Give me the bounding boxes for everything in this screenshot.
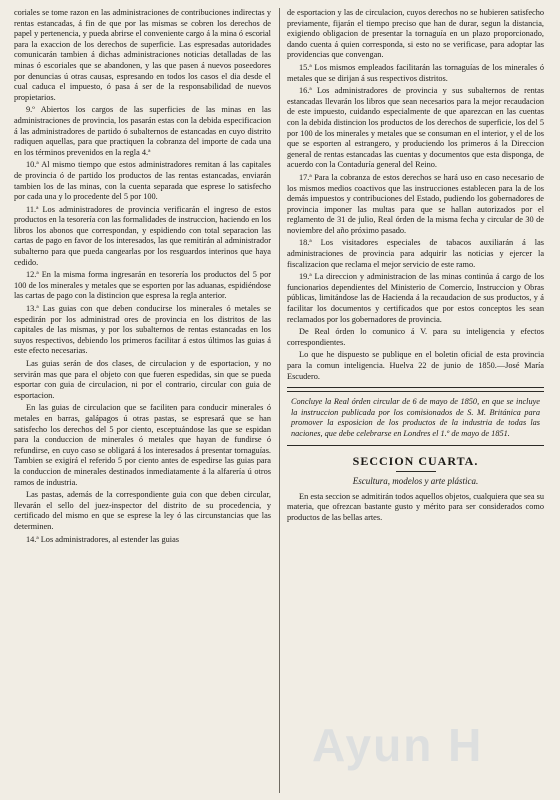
section-subtitle: Escultura, modelos y arte plástica. [352, 475, 479, 486]
paragraph-rule-9: 9.º Abiertos los cargos de las superficies de las minas en las administraciones de provincia, los pasarán estas con la debida especificacion á las administradores de partido ó subalternos de estancadas en cuyo distrito radiquen aquellas, para que practiquen la cobranza del importe de cada una en los términos prevenidos en la regla 4.ª [14, 105, 271, 157]
column-divider [279, 8, 280, 793]
notice-text: Concluye la Real órden circular de 6 de mayo de 1850, en que se incluye la instruccion publicada por los comisionados de S. M. Británica para promover la esposicion de los productos de la industria de todas las naciones, que debe celebrarse en Londres el 1.º de mayo de 1851. [291, 397, 540, 438]
paragraph: En las guias de circulacion que se faciliten para conducir minerales ó metales en barras, galápagos ú otras pastas, se espresará que se han satisfecho los derechos del 5 por ciento, esceptuándose las que se espidan para la conduccion de minerales ó metales que hayan de fundirse ó refundirse, en cuyo caso se obligará á los interesados á presentar tornaguías. Tambien se exigirá el referido 5 por ciento antes de espedirse las guias para la conduccion de minerales destinados inmediatamente á la alfarería ú otros ramos de industria. [14, 403, 271, 487]
paragraph: Las guias serán de dos clases, de circulacion y de esportacion, y no servirán mas que para el objeto con que fueren espedidas, sin que se pueda esportar con guia de circulacion, ni por el contrario, circular con guia de esportacion. [14, 359, 271, 400]
paragraph-rule-18: 18.ª Los visitadores especiales de tabacos auxiliarán á las administraciones de provincia para adquirir las noticias y ejercer la fiscalizacion que reclama el mejor servicio de este ramo. [287, 238, 544, 269]
paragraph-rule-10: 10.ª Al mismo tiempo que estos administradores remitan á las capitales de provincia ó de partido los productos de las rentas estancadas, enviarán tambien los de las minas, con la cuenta separada que esprese lo satisfecho por cada una y lo procedente del 5 por 100. [14, 160, 271, 202]
paragraph-rule-19: 19.ª La direccion y administracion de las minas continúa á cargo de los funcionarios dependientes del Ministerio de Comercio, Instruccion y Obras públicas, limitándose las de Hacienda á la recaudacion de sus productos, y á facilitar los documentos y certificados que por estos conceptos les sean reclamados por los gobernadores de provincia. [287, 272, 544, 324]
paragraph: de esportacion y las de circulacion, cuyos derechos no se hubieren satisfecho previamente, fijarán el tiempo preciso que han de durar, segun la distancia, exigiendo obligacion de presentar la tornaguía en un plazo proporcionado, dando cuenta á quien corresponda, si esto no se verificase, para adoptar las providencias que convengan. [287, 8, 544, 60]
divider [287, 387, 544, 392]
paragraph: Las pastas, además de la correspondiente guia con que deben circular, llevarán el sello del juez-inspector del distrito de su procedencia, y certificado del mismo en que se esprese la ley ó las circunstancias que las determinen. [14, 490, 271, 531]
left-column [14, 8, 271, 800]
section-paragraph: En esta seccion se admitirán todos aquellos objetos, cualquiera que sea su materia, que ofrezcan bastante gusto y mérito para ser considerados como productos de las bellas artes. [287, 491, 544, 522]
paragraph-rule-16: 16.ª Los administradores de provincia y sus subalternos de rentas estancadas llevarán los libros que sean necesarios para la mejor recaudacion de este impuesto, cuidando especialmente de que aparezcan en las cuentas con la debida distincion los productos de los derechos de superficie, los del 5 por 100 de los minerales y metales que se consuman en el interior, y el de los que se esporten al estrangero, y produciendo los primeros á la Direccion general de rentas estancadas las cuentas y documentos que esta disponga, de acuerdo con la Contaduría general del Reino. [287, 86, 544, 170]
paragraph-rule-15: 15.ª Los mismos empleados facilitarán las tornaguías de los minerales ó metales que se dirijan á sus respectivos distritos. [287, 62, 544, 83]
paragraph-rule-12: 12.ª En la misma forma ingresarán en tesorería los productos del 5 por 100 de los minerales y metales que se esporten por las aduanas, espidiéndose las cartas de pago con la distincion que espresa la regla anterior. [14, 270, 271, 301]
paragraph: coriales se tome razon en las administraciones de contribuciones indirectas y rentas estancadas, á fin de que por las mismas se cobren los derechos de papel y pertenencia, y pueda abrirse el conveniente cargo á la mina ó escorial para la exaccion de los derechos de superficie. Las espresadas autoridades comunicarán tambien á dichas administraciones noticias detalladas de las minas ó escoriales que se abandonen, y las que pasen á nuevos poseedores por denuncias ú otras causas, espresando en todos los casos el dia desde el cual caduca el impuesto, ó pasa á ser de la responsabilidad de nuevos propietarios. [14, 8, 271, 102]
paragraph-rule-17: 17.ª Para la cobranza de estos derechos se hará uso en caso necesario de los mismos medios coactivos que las instrucciones establecen para la de los demás impuestos y contribuciones del Estado, pudiendo los gobernadores de provincia imponer las multas para que se hallan autorizados por el reglamento de 31 de julio, Real órden de la misma fecha y circular de 30 de noviembre del año próximo pasado. [287, 172, 544, 235]
divider [287, 445, 544, 446]
divider [396, 471, 436, 472]
two-column-layout [14, 8, 546, 800]
paragraph: De Real órden lo comunico á V. para su inteligencia y efectos correspondientes. [287, 327, 544, 347]
paragraph-rule-13: 13.ª Las guias con que deben conducirse los minerales ó metales se espedirán por los administrad ores de provincia en los distritos de las capitales de las mismas, y por los subalternos de rentas estancadas en los suyos respectivos, debiendo los primeros facilitar á estos últimos las guias á este efecto necesarias. [14, 304, 271, 356]
paragraph-rule-14: 14.ª Los administradores, al estender las guias [26, 534, 179, 544]
right-column [287, 8, 544, 800]
paragraph-rule-11: 11.ª Los administradores de provincia verificarán el ingreso de estos productos en la tesorería con las formalidades de instruccion, haciendo en los libros los abonos que correspondan, y espidiendo con total separacion las cartas de pago en favor de los interesados, las que remitirán al administrador subalterno para que pueda cangearlas por los resguardos interinos que haya cedido. [14, 204, 271, 267]
paragraph-signature: Lo que he dispuesto se publique en el boletin oficial de esta provincia para la comun inteligencia. Huelva 22 de junio de 1850.—José María Escudero. [287, 350, 544, 381]
section-title: SECCION CUARTA. [352, 453, 479, 468]
watermark: Ayun H [312, 719, 484, 771]
